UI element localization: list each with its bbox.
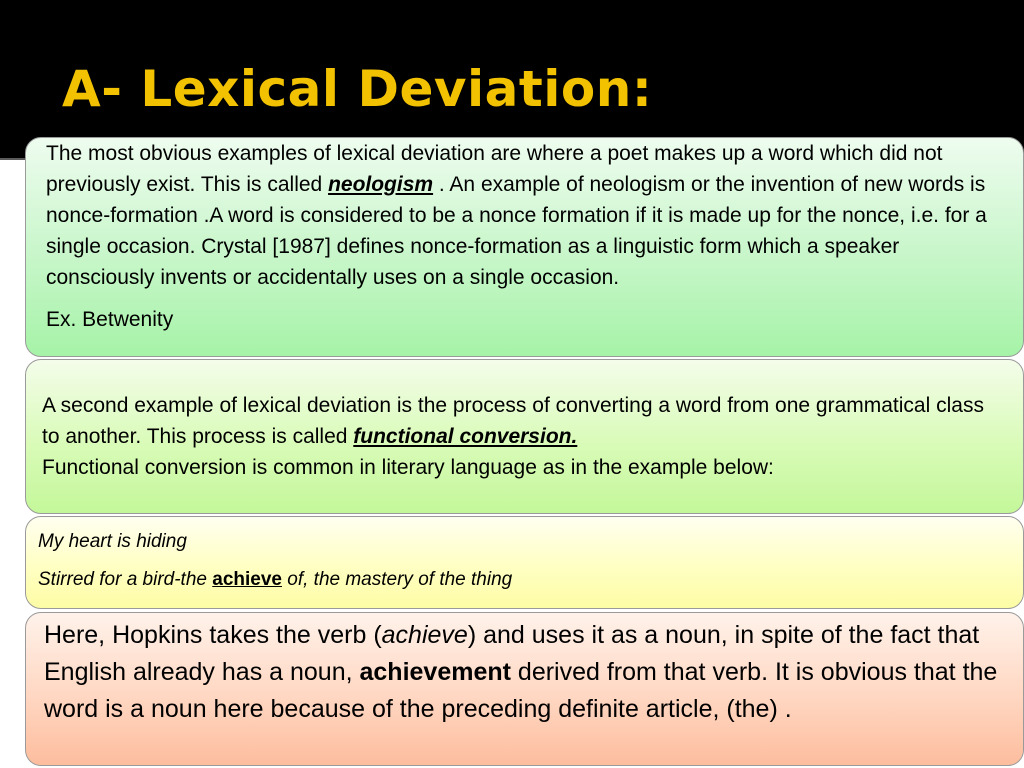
- poem-line-2: [38, 567, 1011, 593]
- functional-conversion-text-b: Functional conversion is common in literary language as in the example below:: [42, 456, 774, 479]
- functional-conversion-term: functional conversion.: [353, 425, 578, 448]
- explanation-noun: achievement: [359, 658, 511, 686]
- explanation-text: [44, 617, 1009, 728]
- poem-line-2-b: of: [281, 569, 304, 590]
- slide-title: A- Lexical Deviation:: [62, 60, 653, 118]
- neologism-text-a: The most obvious examples of lexical deviation are where a poet makes up a word which did not previously exist. This is called: [46, 142, 943, 196]
- explanation-text-b: ) and uses it as a noun, in spite of the fact that English already has a noun,: [44, 621, 980, 686]
- functional-conversion-paragraph: [42, 390, 1007, 452]
- functional-conversion-text: [42, 390, 1007, 483]
- explanation-text-c: derived from that verb. It is obvious that the word is a noun here because of the preceding definite article, (the) .: [44, 658, 998, 723]
- poem-excerpt-box: [25, 516, 1024, 609]
- neologism-paragraph: [46, 138, 1003, 293]
- poem-line-2-c: , the mastery of the thing: [303, 569, 513, 590]
- neologism-text: [46, 138, 1003, 335]
- neologism-box: [25, 137, 1024, 357]
- neologism-text-b: . An example of neologism or the invention of new words is nonce-formation .A word is considered to be a nonce formation if it is made up for the nonce, i.e. for a single occasion. Crystal [1987] defines nonce-formation as a linguistic form which a speaker consciously invents or accidentally uses on a single occasion.: [46, 173, 987, 289]
- functional-conversion-box: [25, 359, 1024, 514]
- explanation-text-a: Here, Hopkins takes the verb (: [44, 621, 382, 649]
- neologism-term: neologism: [328, 173, 434, 196]
- explanation-paragraph: [44, 617, 1009, 728]
- explanation-box: [25, 612, 1024, 766]
- poem-line-1: My heart is hiding: [38, 531, 187, 552]
- title-bar: [0, 0, 1024, 160]
- poem-line-2-a: Stirred for a bird-the: [38, 569, 213, 590]
- explanation-verb: achieve: [381, 621, 468, 649]
- functional-conversion-text-a: A second example of lexical deviation is the process of converting a word from one grammatical class to another. This process is called: [42, 394, 984, 448]
- neologism-example: Ex. Betwenity: [46, 308, 174, 331]
- poem-highlight-word: achieve: [212, 569, 282, 590]
- poem-excerpt: [38, 529, 1011, 593]
